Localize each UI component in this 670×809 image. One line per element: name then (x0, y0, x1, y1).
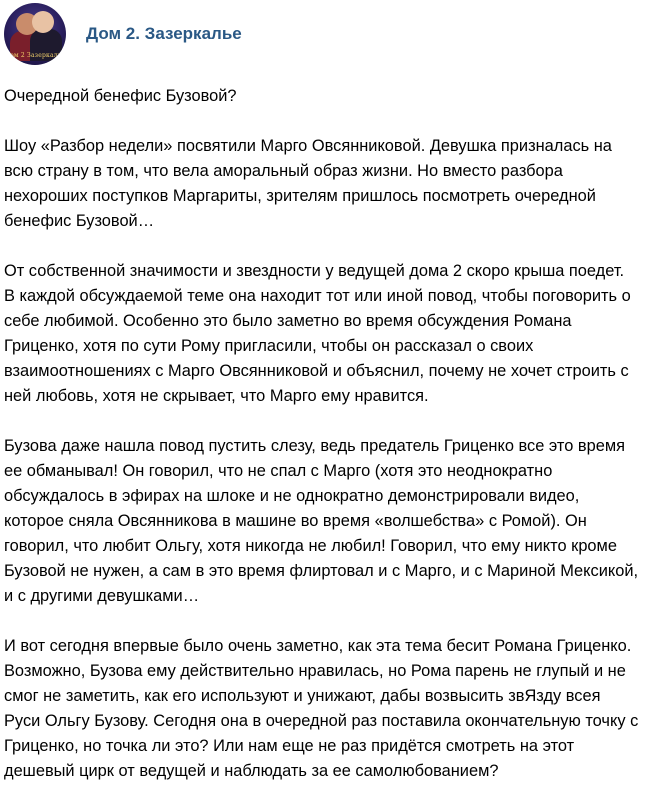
paragraph-line: От собственной значимости и звездности у ведущей дома 2 скоро крыша поедет. (4, 262, 625, 280)
group-name-link[interactable]: Дом 2. Зазеркалье (86, 24, 242, 43)
paragraph-1 (4, 134, 666, 234)
paragraph-3 (4, 434, 666, 609)
paragraph-line: бенефис Бузовой… (4, 212, 155, 230)
paragraph-line: говорил, что любит Ольгу, хотя никогда не любил! Говорил, что ему никто кроме (4, 537, 617, 555)
paragraph-line: Бузовой не нужен, а сам в это время флиртовал и с Марго, и с Мариной Мексикой, (4, 562, 639, 580)
paragraph-line: В каждой обсуждаемой теме она находит тот или иной повод, чтобы поговорить о (4, 287, 631, 305)
paragraph-line: себе любимой. Особенно это было заметно во время обсуждения Романа (4, 312, 572, 330)
post-header (4, 0, 242, 68)
paragraph-2 (4, 259, 666, 409)
paragraph-line: Руси Ольгу Бузову. Сегодня она в очередной раз поставила окончательную точку с (4, 712, 639, 730)
paragraph-line: ней любовь, хотя не скрывает, что Марго ему нравится. (4, 387, 429, 405)
post-title-text: Очередной бенефис Бузовой? (4, 87, 237, 105)
paragraph-line: всю страну в том, что вела аморальный образ жизни. Но вместо разбора (4, 162, 563, 180)
paragraph-line: смог не заметить, как его используют и унижают, дабы возвысить звЯзду всея (4, 687, 601, 705)
paragraph-line: Шоу «Разбор недели» посвятили Марго Овсянниковой. Девушка призналась на (4, 137, 612, 155)
paragraph-line: Бузова даже нашла повод пустить слезу, ведь предатель Гриценко все это время (4, 437, 625, 455)
post-text (4, 84, 666, 809)
post-title (4, 84, 666, 109)
paragraph-line: дешевый цирк от ведущей и наблюдать за ее самолюбованием? (4, 762, 499, 780)
paragraph-4 (4, 634, 666, 784)
paragraph-line: ее обманывал! Он говорил, что не спал с Марго (хотя это неоднократно (4, 462, 553, 480)
avatar-face-right (32, 11, 54, 33)
paragraph-line: обсуждалось в эфирах на шлоке и не однократно демонстрировали видео, (4, 487, 580, 505)
paragraph-line: взаимоотношениях с Марго Овсянниковой и объяснил, почему не хочет строить с (4, 362, 629, 380)
paragraph-line: Возможно, Бузова ему действительно нравилась, но Рома парень не глупый и не (4, 662, 626, 680)
paragraph-line: Гриценко, но точка ли это? Или нам еще не раз придётся смотреть на этот (4, 737, 575, 755)
paragraph-line: и с другими девушками… (4, 587, 200, 605)
avatar-caption: Дом 2 Зазеркалье (5, 52, 65, 59)
paragraph-line: нехороших поступков Маргариты, зрителям пришлось посмотреть очередной (4, 187, 596, 205)
paragraph-line: которое сняла Овсянникова в машине во время «волшебства» с Ромой). Он (4, 512, 587, 530)
group-avatar[interactable] (4, 3, 66, 65)
paragraph-line: И вот сегодня впервые было очень заметно, как эта тема бесит Романа Гриценко. (4, 637, 632, 655)
paragraph-line: Гриценко, хотя по сути Рому пригласили, чтобы он рассказал о своих (4, 337, 534, 355)
